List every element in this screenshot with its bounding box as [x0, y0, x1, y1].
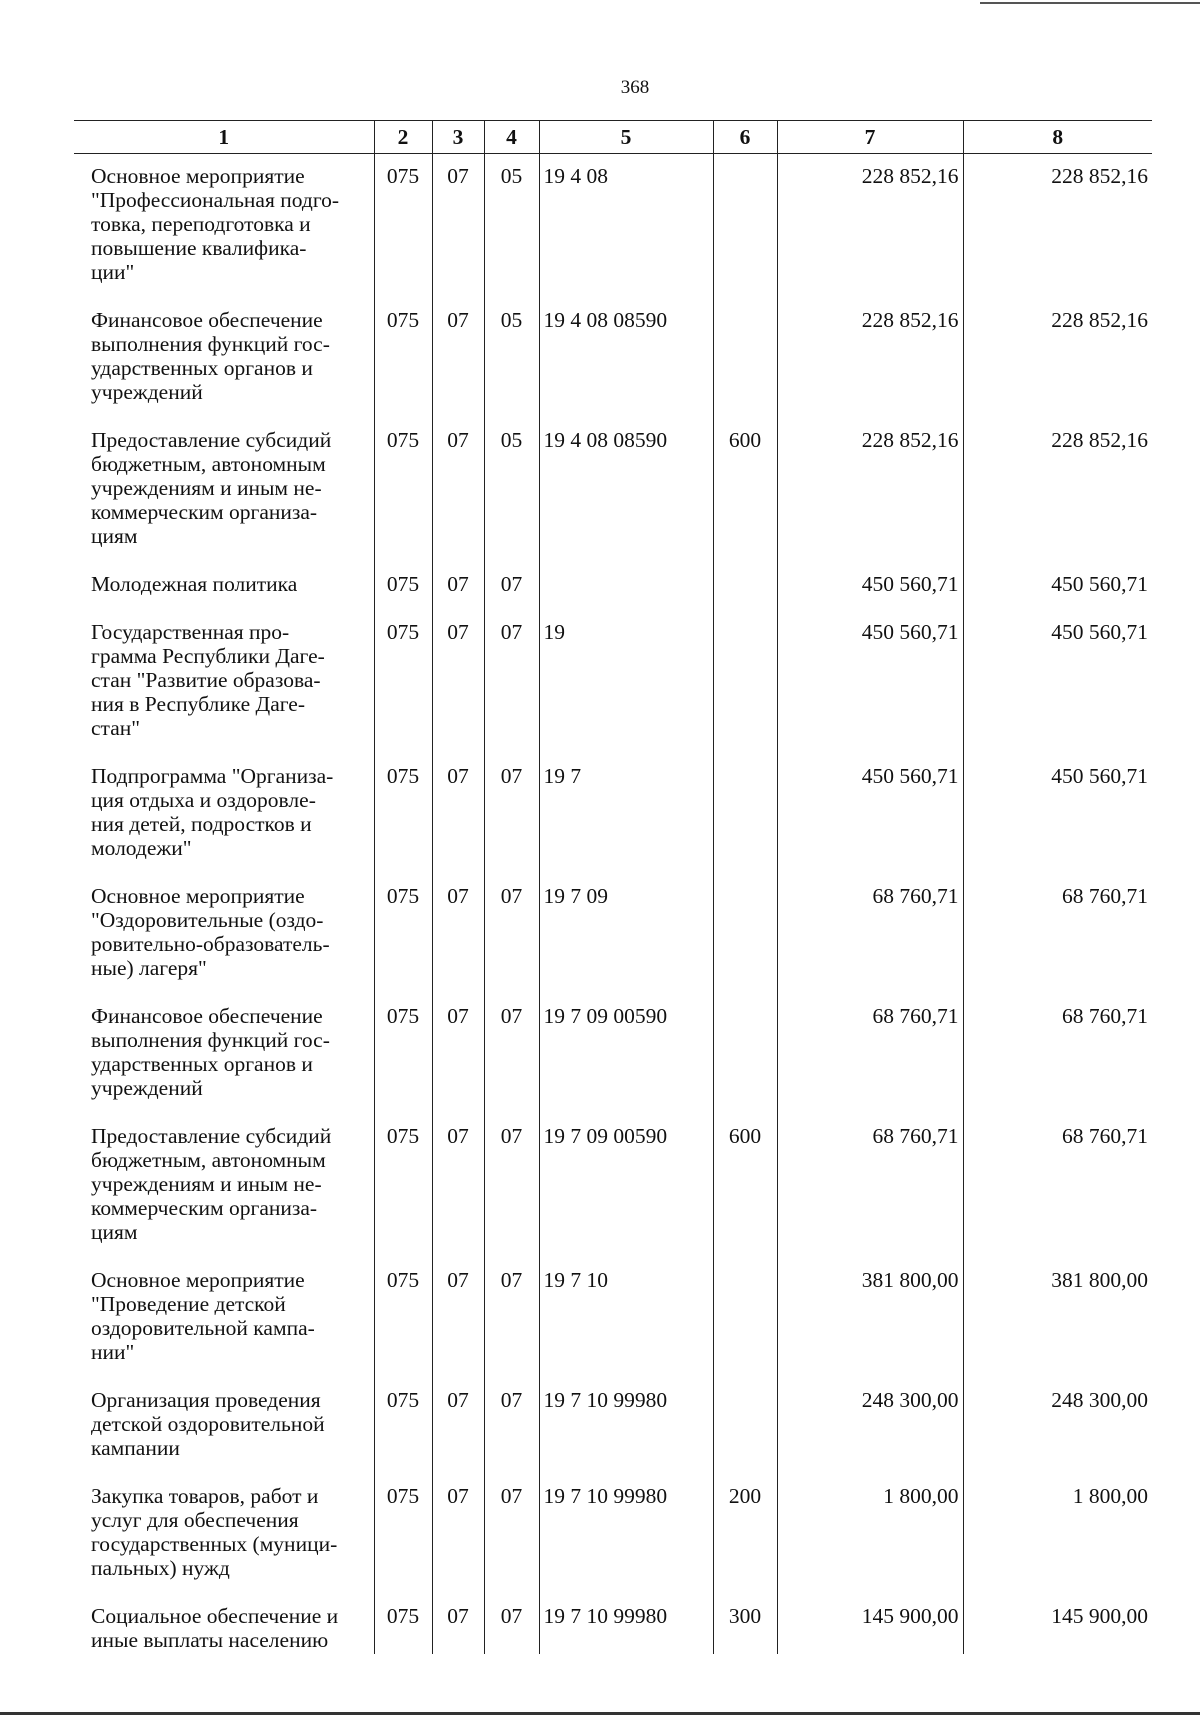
row-name-line: учреждениям и иным не-: [91, 476, 322, 500]
row-expense-type: [713, 994, 777, 1114]
row-name-line: ровительно-образователь-: [91, 932, 330, 956]
row-amount-2: 228 852,16: [963, 154, 1152, 299]
header-col-8: 8: [963, 121, 1152, 154]
table-row: [74, 1378, 1152, 1474]
row-target-article: 19 7 10: [539, 1258, 713, 1378]
row-name-line: оздоровительной кампа-: [91, 1316, 315, 1340]
row-adm-code: 075: [374, 418, 432, 562]
row-name-line: ударственных органов и: [91, 356, 313, 380]
row-name-line: стан "Развитие образова-: [91, 668, 321, 692]
row-amount-1: 450 560,71: [777, 754, 963, 874]
row-expense-type: 600: [713, 418, 777, 562]
row-section-code: 07: [432, 1378, 484, 1474]
row-name-line: коммерческим организа-: [91, 1196, 318, 1220]
row-subsection-code: 07: [484, 994, 539, 1114]
row-name-line: Закупка товаров, работ и: [91, 1484, 319, 1508]
row-name-line: Предоставление субсидий: [91, 428, 332, 452]
row-name-line: кампании: [91, 1436, 180, 1460]
row-subsection-code: 07: [484, 1258, 539, 1378]
row-amount-2: 381 800,00: [963, 1258, 1152, 1378]
row-name-line: Основное мероприятие: [91, 884, 305, 908]
row-target-article: 19 7 09 00590: [539, 994, 713, 1114]
row-target-article: [539, 562, 713, 610]
page-number: 368: [620, 77, 650, 98]
header-col-7: 7: [777, 121, 963, 154]
row-expense-type: [713, 562, 777, 610]
table-row: [74, 298, 1152, 418]
header-row: [74, 121, 1152, 154]
row-name-line: Молодежная политика: [91, 572, 298, 596]
row-target-article: 19 4 08 08590: [539, 298, 713, 418]
row-amount-1: 248 300,00: [777, 1378, 963, 1474]
row-expense-type: 200: [713, 1474, 777, 1594]
row-amount-1: 68 760,71: [777, 994, 963, 1114]
row-amount-2: 248 300,00: [963, 1378, 1152, 1474]
row-name-line: циям: [91, 1220, 138, 1244]
row-adm-code: 075: [374, 1594, 432, 1654]
row-name-cell: [74, 1474, 374, 1594]
row-name-line: ния детей, подростков и: [91, 812, 312, 836]
row-subsection-code: 05: [484, 298, 539, 418]
row-amount-2: 228 852,16: [963, 298, 1152, 418]
row-subsection-code: 07: [484, 610, 539, 754]
row-adm-code: 075: [374, 1474, 432, 1594]
row-name-cell: [74, 994, 374, 1114]
row-name-cell: [74, 754, 374, 874]
row-name-cell: [74, 418, 374, 562]
row-name-line: детской оздоровительной: [91, 1412, 325, 1436]
header-col-1: 1: [74, 121, 374, 154]
row-name-line: "Проведение детской: [91, 1292, 286, 1316]
budget-table: [74, 120, 1152, 1654]
row-amount-2: 145 900,00: [963, 1594, 1152, 1654]
table-row: [74, 1258, 1152, 1378]
row-target-article: 19 4 08: [539, 154, 713, 299]
table-row: [74, 1594, 1152, 1654]
row-amount-2: 228 852,16: [963, 418, 1152, 562]
row-subsection-code: 05: [484, 154, 539, 299]
row-section-code: 07: [432, 154, 484, 299]
header-col-5: 5: [539, 121, 713, 154]
table-body: [74, 154, 1152, 1655]
row-name-line: бюджетным, автономным: [91, 1148, 326, 1172]
row-name-line: Организация проведения: [91, 1388, 321, 1412]
row-adm-code: 075: [374, 610, 432, 754]
row-name-line: учреждений: [91, 1076, 203, 1100]
row-section-code: 07: [432, 994, 484, 1114]
row-expense-type: [713, 874, 777, 994]
row-name-line: выполнения функций гос-: [91, 1028, 330, 1052]
header-col-2: 2: [374, 121, 432, 154]
row-adm-code: 075: [374, 874, 432, 994]
row-name-line: стан": [91, 716, 141, 740]
row-name-cell: [74, 1378, 374, 1474]
row-target-article: 19 7 10 99980: [539, 1474, 713, 1594]
row-name-line: бюджетным, автономным: [91, 452, 326, 476]
row-amount-2: 1 800,00: [963, 1474, 1152, 1594]
row-adm-code: 075: [374, 754, 432, 874]
row-adm-code: 075: [374, 154, 432, 299]
row-name-line: учреждениям и иным не-: [91, 1172, 322, 1196]
top-edge-rule: [980, 2, 1200, 4]
row-amount-1: 450 560,71: [777, 610, 963, 754]
row-name-line: повышение квалифика-: [91, 236, 307, 260]
row-amount-2: 68 760,71: [963, 1114, 1152, 1258]
row-section-code: 07: [432, 754, 484, 874]
row-name-line: Финансовое обеспечение: [91, 308, 323, 332]
row-expense-type: [713, 610, 777, 754]
table-row: [74, 1114, 1152, 1258]
row-expense-type: 600: [713, 1114, 777, 1258]
table-row: [74, 154, 1152, 299]
row-target-article: 19 7 09: [539, 874, 713, 994]
row-subsection-code: 07: [484, 1474, 539, 1594]
row-name-cell: [74, 298, 374, 418]
table-row: [74, 562, 1152, 610]
row-name-cell: [74, 610, 374, 754]
row-section-code: 07: [432, 1594, 484, 1654]
row-expense-type: [713, 298, 777, 418]
row-name-line: Финансовое обеспечение: [91, 1004, 323, 1028]
row-expense-type: [713, 154, 777, 299]
row-amount-1: 228 852,16: [777, 154, 963, 299]
row-name-line: Социальное обеспечение и: [91, 1604, 339, 1628]
row-name-line: "Оздоровительные (оздо-: [91, 908, 324, 932]
row-amount-2: 68 760,71: [963, 994, 1152, 1114]
row-adm-code: 075: [374, 298, 432, 418]
row-target-article: 19: [539, 610, 713, 754]
table-row: [74, 994, 1152, 1114]
table-row: [74, 874, 1152, 994]
row-name-line: циям: [91, 524, 138, 548]
row-target-article: 19 4 08 08590: [539, 418, 713, 562]
row-amount-1: 145 900,00: [777, 1594, 963, 1654]
row-section-code: 07: [432, 1474, 484, 1594]
row-name-line: Основное мероприятие: [91, 1268, 305, 1292]
row-amount-1: 381 800,00: [777, 1258, 963, 1378]
row-subsection-code: 05: [484, 418, 539, 562]
row-amount-2: 68 760,71: [963, 874, 1152, 994]
row-name-line: ции": [91, 260, 135, 284]
row-name-line: коммерческим организа-: [91, 500, 318, 524]
row-amount-1: 228 852,16: [777, 298, 963, 418]
row-adm-code: 075: [374, 1114, 432, 1258]
row-section-code: 07: [432, 298, 484, 418]
row-name-line: ция отдыха и оздоровле-: [91, 788, 316, 812]
row-section-code: 07: [432, 562, 484, 610]
row-expense-type: [713, 1258, 777, 1378]
row-name-line: услуг для обеспечения: [91, 1508, 299, 1532]
row-amount-2: 450 560,71: [963, 754, 1152, 874]
row-target-article: 19 7 09 00590: [539, 1114, 713, 1258]
row-name-line: Основное мероприятие: [91, 164, 305, 188]
row-adm-code: 075: [374, 1378, 432, 1474]
row-section-code: 07: [432, 874, 484, 994]
row-name-line: иные выплаты населению: [91, 1628, 329, 1652]
table-row: [74, 1474, 1152, 1594]
row-expense-type: [713, 1378, 777, 1474]
table-row: [74, 610, 1152, 754]
row-expense-type: [713, 754, 777, 874]
row-section-code: 07: [432, 418, 484, 562]
row-name-line: государственных (муници-: [91, 1532, 338, 1556]
row-expense-type: 300: [713, 1594, 777, 1654]
row-subsection-code: 07: [484, 754, 539, 874]
row-name-line: товка, переподготовка и: [91, 212, 311, 236]
row-section-code: 07: [432, 1114, 484, 1258]
row-adm-code: 075: [374, 562, 432, 610]
row-name-cell: [74, 1594, 374, 1654]
row-name-line: ударственных органов и: [91, 1052, 313, 1076]
row-name-line: выполнения функций гос-: [91, 332, 330, 356]
row-name-line: грамма Республики Даге-: [91, 644, 325, 668]
row-section-code: 07: [432, 1258, 484, 1378]
row-name-line: "Профессиональная подго-: [91, 188, 340, 212]
row-name-line: Предоставление субсидий: [91, 1124, 332, 1148]
row-amount-2: 450 560,71: [963, 562, 1152, 610]
header-col-4: 4: [484, 121, 539, 154]
row-target-article: 19 7 10 99980: [539, 1378, 713, 1474]
row-name-cell: [74, 1258, 374, 1378]
row-name-line: пальных) нужд: [91, 1556, 230, 1580]
row-name-line: учреждений: [91, 380, 203, 404]
row-name-line: нии": [91, 1340, 135, 1364]
row-name-cell: [74, 874, 374, 994]
row-name-cell: [74, 154, 374, 299]
bottom-edge-rule: [0, 1712, 1200, 1715]
row-subsection-code: 07: [484, 562, 539, 610]
row-name-cell: [74, 1114, 374, 1258]
row-amount-1: 228 852,16: [777, 418, 963, 562]
header-col-3: 3: [432, 121, 484, 154]
row-amount-1: 450 560,71: [777, 562, 963, 610]
row-amount-1: 68 760,71: [777, 874, 963, 994]
row-subsection-code: 07: [484, 1378, 539, 1474]
row-subsection-code: 07: [484, 1594, 539, 1654]
row-amount-1: 1 800,00: [777, 1474, 963, 1594]
row-section-code: 07: [432, 610, 484, 754]
row-name-cell: [74, 562, 374, 610]
row-target-article: 19 7: [539, 754, 713, 874]
row-name-line: Подпрограмма "Организа-: [91, 764, 334, 788]
row-name-line: молодежи": [91, 836, 192, 860]
header-col-6: 6: [713, 121, 777, 154]
row-name-line: ные) лагеря": [91, 956, 207, 980]
row-target-article: 19 7 10 99980: [539, 1594, 713, 1654]
row-adm-code: 075: [374, 1258, 432, 1378]
row-name-line: Государственная про-: [91, 620, 290, 644]
row-amount-2: 450 560,71: [963, 610, 1152, 754]
row-name-line: ния в Республике Даге-: [91, 692, 305, 716]
table-row: [74, 418, 1152, 562]
row-amount-1: 68 760,71: [777, 1114, 963, 1258]
row-adm-code: 075: [374, 994, 432, 1114]
row-subsection-code: 07: [484, 874, 539, 994]
row-subsection-code: 07: [484, 1114, 539, 1258]
table-row: [74, 754, 1152, 874]
